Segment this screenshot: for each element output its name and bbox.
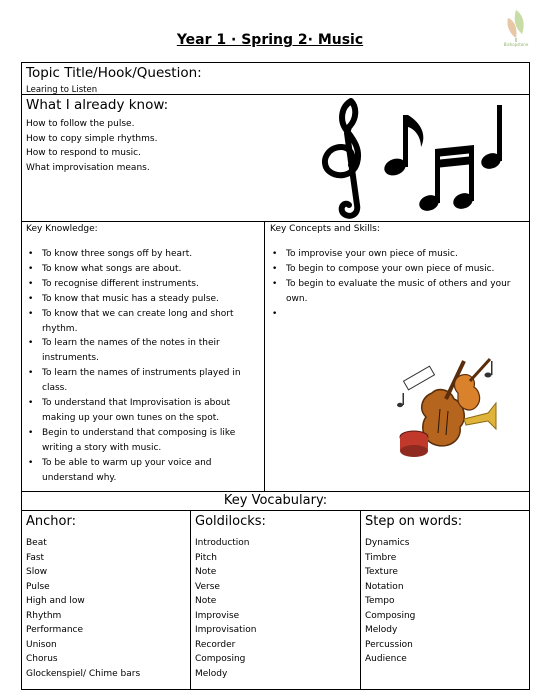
instruments-illustration [392, 353, 502, 469]
vocab-word: Fast [26, 552, 45, 563]
vocab-word: Note [195, 596, 217, 606]
key-concepts-item [286, 307, 526, 322]
already-know-section [26, 97, 316, 175]
vocab-word: Unison [26, 639, 57, 650]
key-concepts-heading: Key Concepts and Skills: [270, 224, 380, 234]
vocab-word: Texture [365, 567, 398, 577]
vocab-word: Timbre [365, 552, 397, 563]
key-knowledge-item: • To know that music has a steady pulse. [42, 292, 262, 307]
topic-heading: Topic Title/Hook/Question: [26, 65, 202, 81]
vocab-word: Beat [26, 538, 47, 548]
key-knowledge-item: • To know what songs are about. [42, 262, 262, 277]
key-knowledge-item: • To understand that Improvisation is about making up your own tunes on the spot. [42, 396, 262, 426]
divider [360, 510, 361, 690]
vocab-word: Composing [365, 610, 416, 621]
divider [190, 510, 191, 690]
key-knowledge-heading: Key Knowledge: [26, 224, 98, 234]
key-concepts-item: • To improvise your own piece of music. [286, 247, 526, 262]
already-know-item: What improvisation means. [26, 162, 150, 173]
vocab-word: Introduction [195, 538, 250, 548]
already-know-heading: What I already know: [26, 97, 169, 113]
key-knowledge-item: • To know that we can create long and short rhythm. [42, 307, 262, 337]
music-notes-icon [317, 97, 517, 219]
key-concepts-section [270, 223, 526, 322]
knowledge-organiser-frame [21, 62, 530, 690]
vocab-word: Percussion [365, 639, 413, 650]
vocab-column-step-on [365, 514, 525, 667]
key-knowledge-section [26, 223, 262, 486]
key-knowledge-item: • To know three songs off by heart. [42, 247, 262, 262]
vocab-word: Performance [26, 625, 84, 635]
vocab-word: Rhythm [26, 610, 62, 621]
divider [22, 510, 529, 511]
vocab-word: Recorder [195, 639, 236, 650]
topic-value: Learing to Listen [26, 85, 98, 95]
vocab-word: Glockenspiel/ Chime bars [26, 668, 141, 679]
vocab-word: High and low [26, 596, 85, 606]
page-title: Year 1 · Spring 2· Music [176, 32, 364, 48]
key-concepts-item: • To begin to evaluate the music of others and your own. [286, 277, 526, 307]
already-know-item: How to respond to music. [26, 148, 141, 158]
divider [22, 221, 529, 222]
vocab-word: Pitch [195, 552, 217, 563]
vocab-word: Melody [365, 625, 398, 635]
vocab-column-goldilocks [195, 514, 355, 681]
vocab-word: Audience [365, 654, 407, 664]
vocab-word: Composing [195, 654, 246, 664]
vocab-word: Improvisation [195, 625, 257, 635]
key-knowledge-item: • To recognise different instruments. [42, 277, 262, 292]
key-knowledge-item: • Begin to understand that composing is like writing a story with music. [42, 426, 262, 456]
vocab-word: Improvise [195, 610, 240, 621]
key-knowledge-item: • To learn the names of the notes in their instruments. [42, 336, 262, 366]
svg-text:Bishopstone: Bishopstone [503, 42, 529, 47]
vocab-word: Notation [365, 581, 404, 592]
vocab-word: Verse [195, 581, 220, 592]
vocab-word: Pulse [26, 581, 50, 592]
already-know-item: How to follow the pulse. [26, 119, 135, 129]
topic-section [26, 65, 526, 96]
already-know-item: How to copy simple rhythms. [26, 133, 158, 144]
key-knowledge-item: • To learn the names of instruments played in class. [42, 366, 262, 396]
divider [264, 221, 265, 491]
vocab-column-title: Goldilocks: [195, 514, 266, 529]
vocab-column-title: Anchor: [26, 514, 76, 529]
vocab-word: Slow [26, 567, 48, 577]
vocab-word: Note [195, 567, 217, 577]
school-logo [496, 4, 536, 48]
vocab-column-title: Step on words: [365, 514, 463, 529]
key-concepts-item: • To begin to compose your own piece of music. [286, 262, 526, 277]
key-knowledge-item: • To be able to warm up your voice and understand why. [42, 456, 262, 486]
vocab-word: Melody [195, 668, 228, 679]
vocab-column-anchor [26, 514, 186, 681]
vocab-word: Chorus [26, 654, 58, 664]
vocab-word: Dynamics [365, 538, 410, 548]
vocab-word: Tempo [365, 596, 395, 606]
vocabulary-heading: Key Vocabulary: [223, 493, 328, 508]
